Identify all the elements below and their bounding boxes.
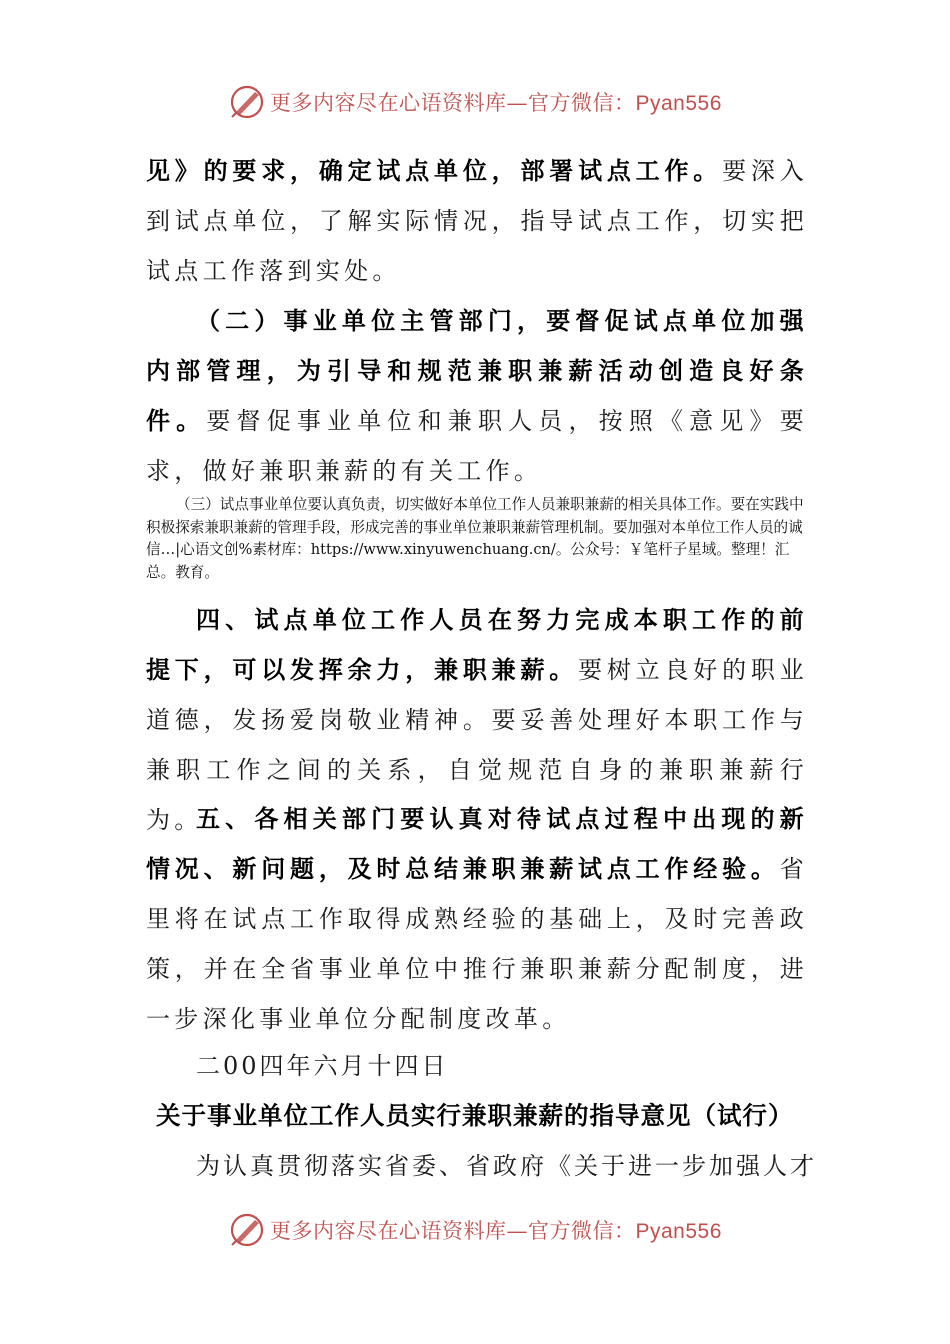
pen-logo-icon xyxy=(228,1211,266,1249)
paragraph-4-text: 要树立良好的职业道德，发扬爱岗敬业精神。要妥善处理好本职工作与兼职工作之间的关系，自觉规范自身的兼职兼薪行为。 xyxy=(146,656,809,834)
paragraph-5 xyxy=(146,794,808,1044)
paragraph-3-small: （三）试点事业单位要认真负责，切实做好本单位工作人员兼职兼薪的相关具体工作。要在实践中积极探索兼职兼薪的管理手段，形成完善的事业单位兼职兼薪管理机制。要加强对本单位工作人员的诚信…|心语文创%素材库：https://www.xinyuwenchuang.cn/。公众号：￥笔杆子星域。整理！汇总。教育。 xyxy=(146,496,804,581)
watermark-text: 更多内容尽在心语资料库—官方微信： xyxy=(270,1219,636,1243)
header-watermark xyxy=(228,82,748,122)
watermark-text: 更多内容尽在心语资料库—官方微信： xyxy=(270,91,636,115)
paragraph-1-text: 要深入到试点单位，了解实际情况，指导试点工作，切实把试点工作落到实处。 xyxy=(146,157,809,285)
paragraph-5-bold: 五、各相关部门要认真对待试点过程中出现的新情况、新问题，及时总结兼职兼薪试点工作经验。 xyxy=(146,804,808,883)
watermark-wechat: Pyan556 xyxy=(635,1220,722,1243)
paragraph-2-bold: （二）事业单位主管部门，要督促试点单位加强内部管理，为引导和规范兼职兼薪活动创造良好条件。 xyxy=(146,306,808,435)
paragraph-5-text: 省里将在试点工作取得成熟经验的基础上，及时完善政策，并在全省事业单位中推行兼职兼薪分配制度，进一步深化事业单位分配制度改革。 xyxy=(146,855,808,1033)
footer-watermark xyxy=(228,1210,748,1250)
paragraph-6: 为认真贯彻落实省委、省政府《关于进一步加强人才 xyxy=(196,1152,817,1180)
paragraph-2-text: 要督促事业单位和兼职人员，按照《意见》要求，做好兼职兼薪的有关工作。 xyxy=(146,407,808,485)
watermark-wechat: Pyan556 xyxy=(635,92,722,115)
date-line: 二00四年六月十四日 xyxy=(196,1052,449,1080)
paragraph-4-bold: 四、试点单位工作人员在努力完成本职工作的前提下，可以发挥余力，兼职兼薪。 xyxy=(146,605,808,684)
document-title: 关于事业单位工作人员实行兼职兼薪的指导意见（试行） xyxy=(156,1101,794,1130)
paragraph-1-bold: 见》的要求，确定试点单位，部署试点工作。 xyxy=(146,156,723,185)
paragraph-1 xyxy=(146,146,808,296)
pen-logo-icon xyxy=(228,83,266,121)
paragraph-2 xyxy=(146,296,808,496)
